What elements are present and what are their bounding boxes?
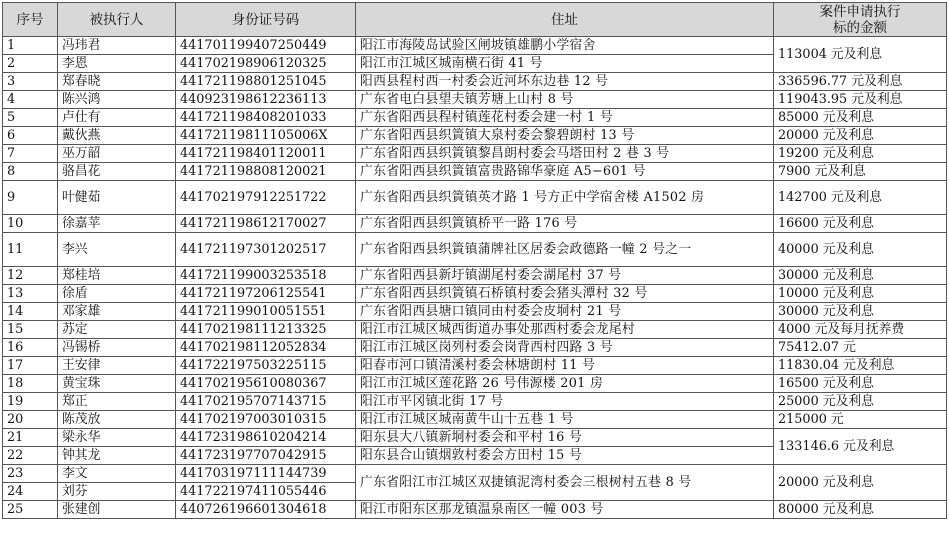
row-address: 广东省阳西县织篢镇石桥镇村委会猪头潭村 32 号 bbox=[356, 285, 774, 303]
header-amount-line2: 标的金额 bbox=[833, 19, 887, 36]
row-seq: 21 bbox=[3, 429, 58, 447]
table-row bbox=[3, 465, 947, 483]
row-seq: 9 bbox=[3, 181, 58, 215]
row-name: 张建创 bbox=[58, 501, 176, 519]
row-amount: 25000 元及利息 bbox=[774, 393, 947, 411]
row-address: 阳江市江城区城南黄牛山十五巷 1 号 bbox=[356, 411, 774, 429]
row-address: 广东省阳西县织篢镇黎昌朗村委会马塔田村 2 巷 3 号 bbox=[356, 145, 774, 163]
row-seq: 3 bbox=[3, 73, 58, 91]
row-address: 阳西县程村西一村委会近河坏东边巷 12 号 bbox=[356, 73, 774, 91]
row-address: 阳江市平冈镇北街 17 号 bbox=[356, 393, 774, 411]
row-seq: 13 bbox=[3, 285, 58, 303]
row-name: 叶健茹 bbox=[58, 181, 176, 215]
row-seq: 10 bbox=[3, 215, 58, 233]
table-row bbox=[3, 37, 947, 55]
table-row bbox=[3, 321, 947, 339]
row-seq: 1 bbox=[3, 37, 58, 55]
table-row bbox=[3, 411, 947, 429]
row-id: 441721198408201033 bbox=[176, 109, 356, 127]
row-name: 冯锡桥 bbox=[58, 339, 176, 357]
table-row bbox=[3, 501, 947, 519]
judgment-debtor-table bbox=[2, 2, 947, 519]
row-amount: 40000 元及利息 bbox=[774, 233, 947, 267]
row-name: 郑桂培 bbox=[58, 267, 176, 285]
header-amount bbox=[774, 3, 947, 37]
row-seq: 19 bbox=[3, 393, 58, 411]
row-seq: 5 bbox=[3, 109, 58, 127]
row-id: 441722197503225115 bbox=[176, 357, 356, 375]
row-amount: 11830.04 元及利息 bbox=[774, 357, 947, 375]
row-name: 骆昌花 bbox=[58, 163, 176, 181]
row-id: 440726196601304618 bbox=[176, 501, 356, 519]
row-name: 李兴 bbox=[58, 233, 176, 267]
header-seq: 序号 bbox=[3, 3, 58, 37]
row-name: 戴伙燕 bbox=[58, 127, 176, 145]
table-row bbox=[3, 181, 947, 215]
row-amount: 142700 元及利息 bbox=[774, 181, 947, 215]
row-seq: 25 bbox=[3, 501, 58, 519]
table-row bbox=[3, 267, 947, 285]
row-address: 广东省阳西县织篢镇桥平一路 176 号 bbox=[356, 215, 774, 233]
row-amount: 20000 元及利息 bbox=[774, 127, 947, 145]
row-amount: 75412.07 元 bbox=[774, 339, 947, 357]
row-name: 黄宝珠 bbox=[58, 375, 176, 393]
table-row bbox=[3, 233, 947, 267]
row-id: 441702195610080367 bbox=[176, 375, 356, 393]
table-row bbox=[3, 215, 947, 233]
table-row bbox=[3, 339, 947, 357]
row-name: 徐盾 bbox=[58, 285, 176, 303]
row-address: 阳江市阳东区那龙镇温泉南区一幢 003 号 bbox=[356, 501, 774, 519]
row-id: 441702198906120325 bbox=[176, 55, 356, 73]
table-row bbox=[3, 285, 947, 303]
row-seq: 22 bbox=[3, 447, 58, 465]
row-id: 441721199003253518 bbox=[176, 267, 356, 285]
row-name: 李文 bbox=[58, 465, 176, 483]
row-address: 阳江市海陵岛试验区闸坡镇雄鹏小学宿舍 bbox=[356, 37, 774, 55]
row-id: 441723197707042915 bbox=[176, 447, 356, 465]
table-row bbox=[3, 429, 947, 447]
row-address: 阳江市江城区城西街道办事处那西村委会龙尾村 bbox=[356, 321, 774, 339]
row-id: 441721198401120011 bbox=[176, 145, 356, 163]
row-name: 徐嘉苹 bbox=[58, 215, 176, 233]
row-id: 441721198801251045 bbox=[176, 73, 356, 91]
row-address: 阳东县大八镇新垌村委会和平村 16 号 bbox=[356, 429, 774, 447]
row-seq: 2 bbox=[3, 55, 58, 73]
row-seq: 7 bbox=[3, 145, 58, 163]
table-row bbox=[3, 91, 947, 109]
row-amount: 85000 元及利息 bbox=[774, 109, 947, 127]
row-amount: 30000 元及利息 bbox=[774, 303, 947, 321]
row-name: 卢仕有 bbox=[58, 109, 176, 127]
row-id: 44172119811105006X bbox=[176, 127, 356, 145]
row-name: 钟其龙 bbox=[58, 447, 176, 465]
row-name: 王安律 bbox=[58, 357, 176, 375]
table-row bbox=[3, 145, 947, 163]
row-seq: 20 bbox=[3, 411, 58, 429]
row-name: 巫万韶 bbox=[58, 145, 176, 163]
row-name: 陈兴鸿 bbox=[58, 91, 176, 109]
row-address: 广东省电白县望夫镇芳塘上山村 8 号 bbox=[356, 91, 774, 109]
header-address: 住址 bbox=[356, 3, 774, 37]
row-id: 441701199407250449 bbox=[176, 37, 356, 55]
row-address: 广东省阳西县塘口镇同由村委会皮垌村 21 号 bbox=[356, 303, 774, 321]
row-name: 冯玮君 bbox=[58, 37, 176, 55]
row-id: 441702198112052834 bbox=[176, 339, 356, 357]
row-address: 广东省阳西县织篢镇大泉村委会黎碧朗村 13 号 bbox=[356, 127, 774, 145]
row-amount: 113004 元及利息 bbox=[774, 37, 947, 73]
row-amount: 16600 元及利息 bbox=[774, 215, 947, 233]
row-address: 广东省阳江市江城区双捷镇泥湾村委会三根树村五巷 8 号 bbox=[356, 465, 774, 501]
row-address: 阳江市江城区岗列村委会岗背西村四路 3 号 bbox=[356, 339, 774, 357]
row-amount: 119043.95 元及利息 bbox=[774, 91, 947, 109]
row-id: 441721198612170027 bbox=[176, 215, 356, 233]
table-row bbox=[3, 393, 947, 411]
row-id: 441721197301202517 bbox=[176, 233, 356, 267]
row-address: 广东省阳西县程村镇莲花村委会建一村 1 号 bbox=[356, 109, 774, 127]
row-address: 广东省阳西县织篢镇英才路 1 号方正中学宿舍楼 A1502 房 bbox=[356, 181, 774, 215]
row-address: 广东省阳西县织篢镇蒲牌社区居委会政德路一幢 2 号之一 bbox=[356, 233, 774, 267]
row-amount: 80000 元及利息 bbox=[774, 501, 947, 519]
table-row bbox=[3, 109, 947, 127]
row-address: 广东省阳西县新圩镇湖尾村委会湖尾村 37 号 bbox=[356, 267, 774, 285]
row-amount: 16500 元及利息 bbox=[774, 375, 947, 393]
table-row bbox=[3, 163, 947, 181]
row-name: 邓家雄 bbox=[58, 303, 176, 321]
row-seq: 8 bbox=[3, 163, 58, 181]
header-id: 身份证号码 bbox=[176, 3, 356, 37]
row-address: 阳东县合山镇烟敦村委会方田村 15 号 bbox=[356, 447, 774, 465]
row-address: 阳江市江城区城南横石街 41 号 bbox=[356, 55, 774, 73]
row-id: 441722197411055446 bbox=[176, 483, 356, 501]
row-name: 梁永华 bbox=[58, 429, 176, 447]
row-seq: 16 bbox=[3, 339, 58, 357]
row-id: 441702197003010315 bbox=[176, 411, 356, 429]
row-id: 441703197111144739 bbox=[176, 465, 356, 483]
row-seq: 24 bbox=[3, 483, 58, 501]
row-seq: 6 bbox=[3, 127, 58, 145]
table-row bbox=[3, 357, 947, 375]
row-amount: 10000 元及利息 bbox=[774, 285, 947, 303]
row-id: 440923198612236113 bbox=[176, 91, 356, 109]
row-id: 441721199010051551 bbox=[176, 303, 356, 321]
row-amount: 133146.6 元及利息 bbox=[774, 429, 947, 465]
table-row bbox=[3, 73, 947, 91]
row-id: 441702195707143715 bbox=[176, 393, 356, 411]
row-address: 广东省阳西县织篢镇富贵路锦华豪庭 A5−601 号 bbox=[356, 163, 774, 181]
row-seq: 17 bbox=[3, 357, 58, 375]
row-id: 441723198610204214 bbox=[176, 429, 356, 447]
row-name: 李恩 bbox=[58, 55, 176, 73]
row-id: 441702198111213325 bbox=[176, 321, 356, 339]
row-amount: 19200 元及利息 bbox=[774, 145, 947, 163]
row-seq: 11 bbox=[3, 233, 58, 267]
table-row bbox=[3, 375, 947, 393]
row-address: 阳江市江城区莲花路 26 号伟源楼 201 房 bbox=[356, 375, 774, 393]
row-name: 郑正 bbox=[58, 393, 176, 411]
row-amount: 7900 元及利息 bbox=[774, 163, 947, 181]
row-seq: 23 bbox=[3, 465, 58, 483]
row-amount: 20000 元及利息 bbox=[774, 465, 947, 501]
row-name: 苏定 bbox=[58, 321, 176, 339]
row-amount: 30000 元及利息 bbox=[774, 267, 947, 285]
row-name: 刘芬 bbox=[58, 483, 176, 501]
row-name: 郑春晓 bbox=[58, 73, 176, 91]
table-row bbox=[3, 127, 947, 145]
row-name: 陈茂放 bbox=[58, 411, 176, 429]
row-id: 441702197912251722 bbox=[176, 181, 356, 215]
row-id: 441721198808120021 bbox=[176, 163, 356, 181]
row-seq: 18 bbox=[3, 375, 58, 393]
header-name: 被执行人 bbox=[58, 3, 176, 37]
table-row bbox=[3, 303, 947, 321]
row-id: 441721197206125541 bbox=[176, 285, 356, 303]
row-seq: 12 bbox=[3, 267, 58, 285]
header-amount-line1: 案件申请执行 bbox=[819, 3, 901, 20]
row-amount: 336596.77 元及利息 bbox=[774, 73, 947, 91]
row-amount: 215000 元 bbox=[774, 411, 947, 429]
row-address: 阳春市河口镇清溪村委会林塘朗村 11 号 bbox=[356, 357, 774, 375]
row-seq: 4 bbox=[3, 91, 58, 109]
row-seq: 15 bbox=[3, 321, 58, 339]
row-seq: 14 bbox=[3, 303, 58, 321]
row-amount: 4000 元及每月抚养费 bbox=[774, 321, 947, 339]
header-row bbox=[3, 3, 947, 37]
